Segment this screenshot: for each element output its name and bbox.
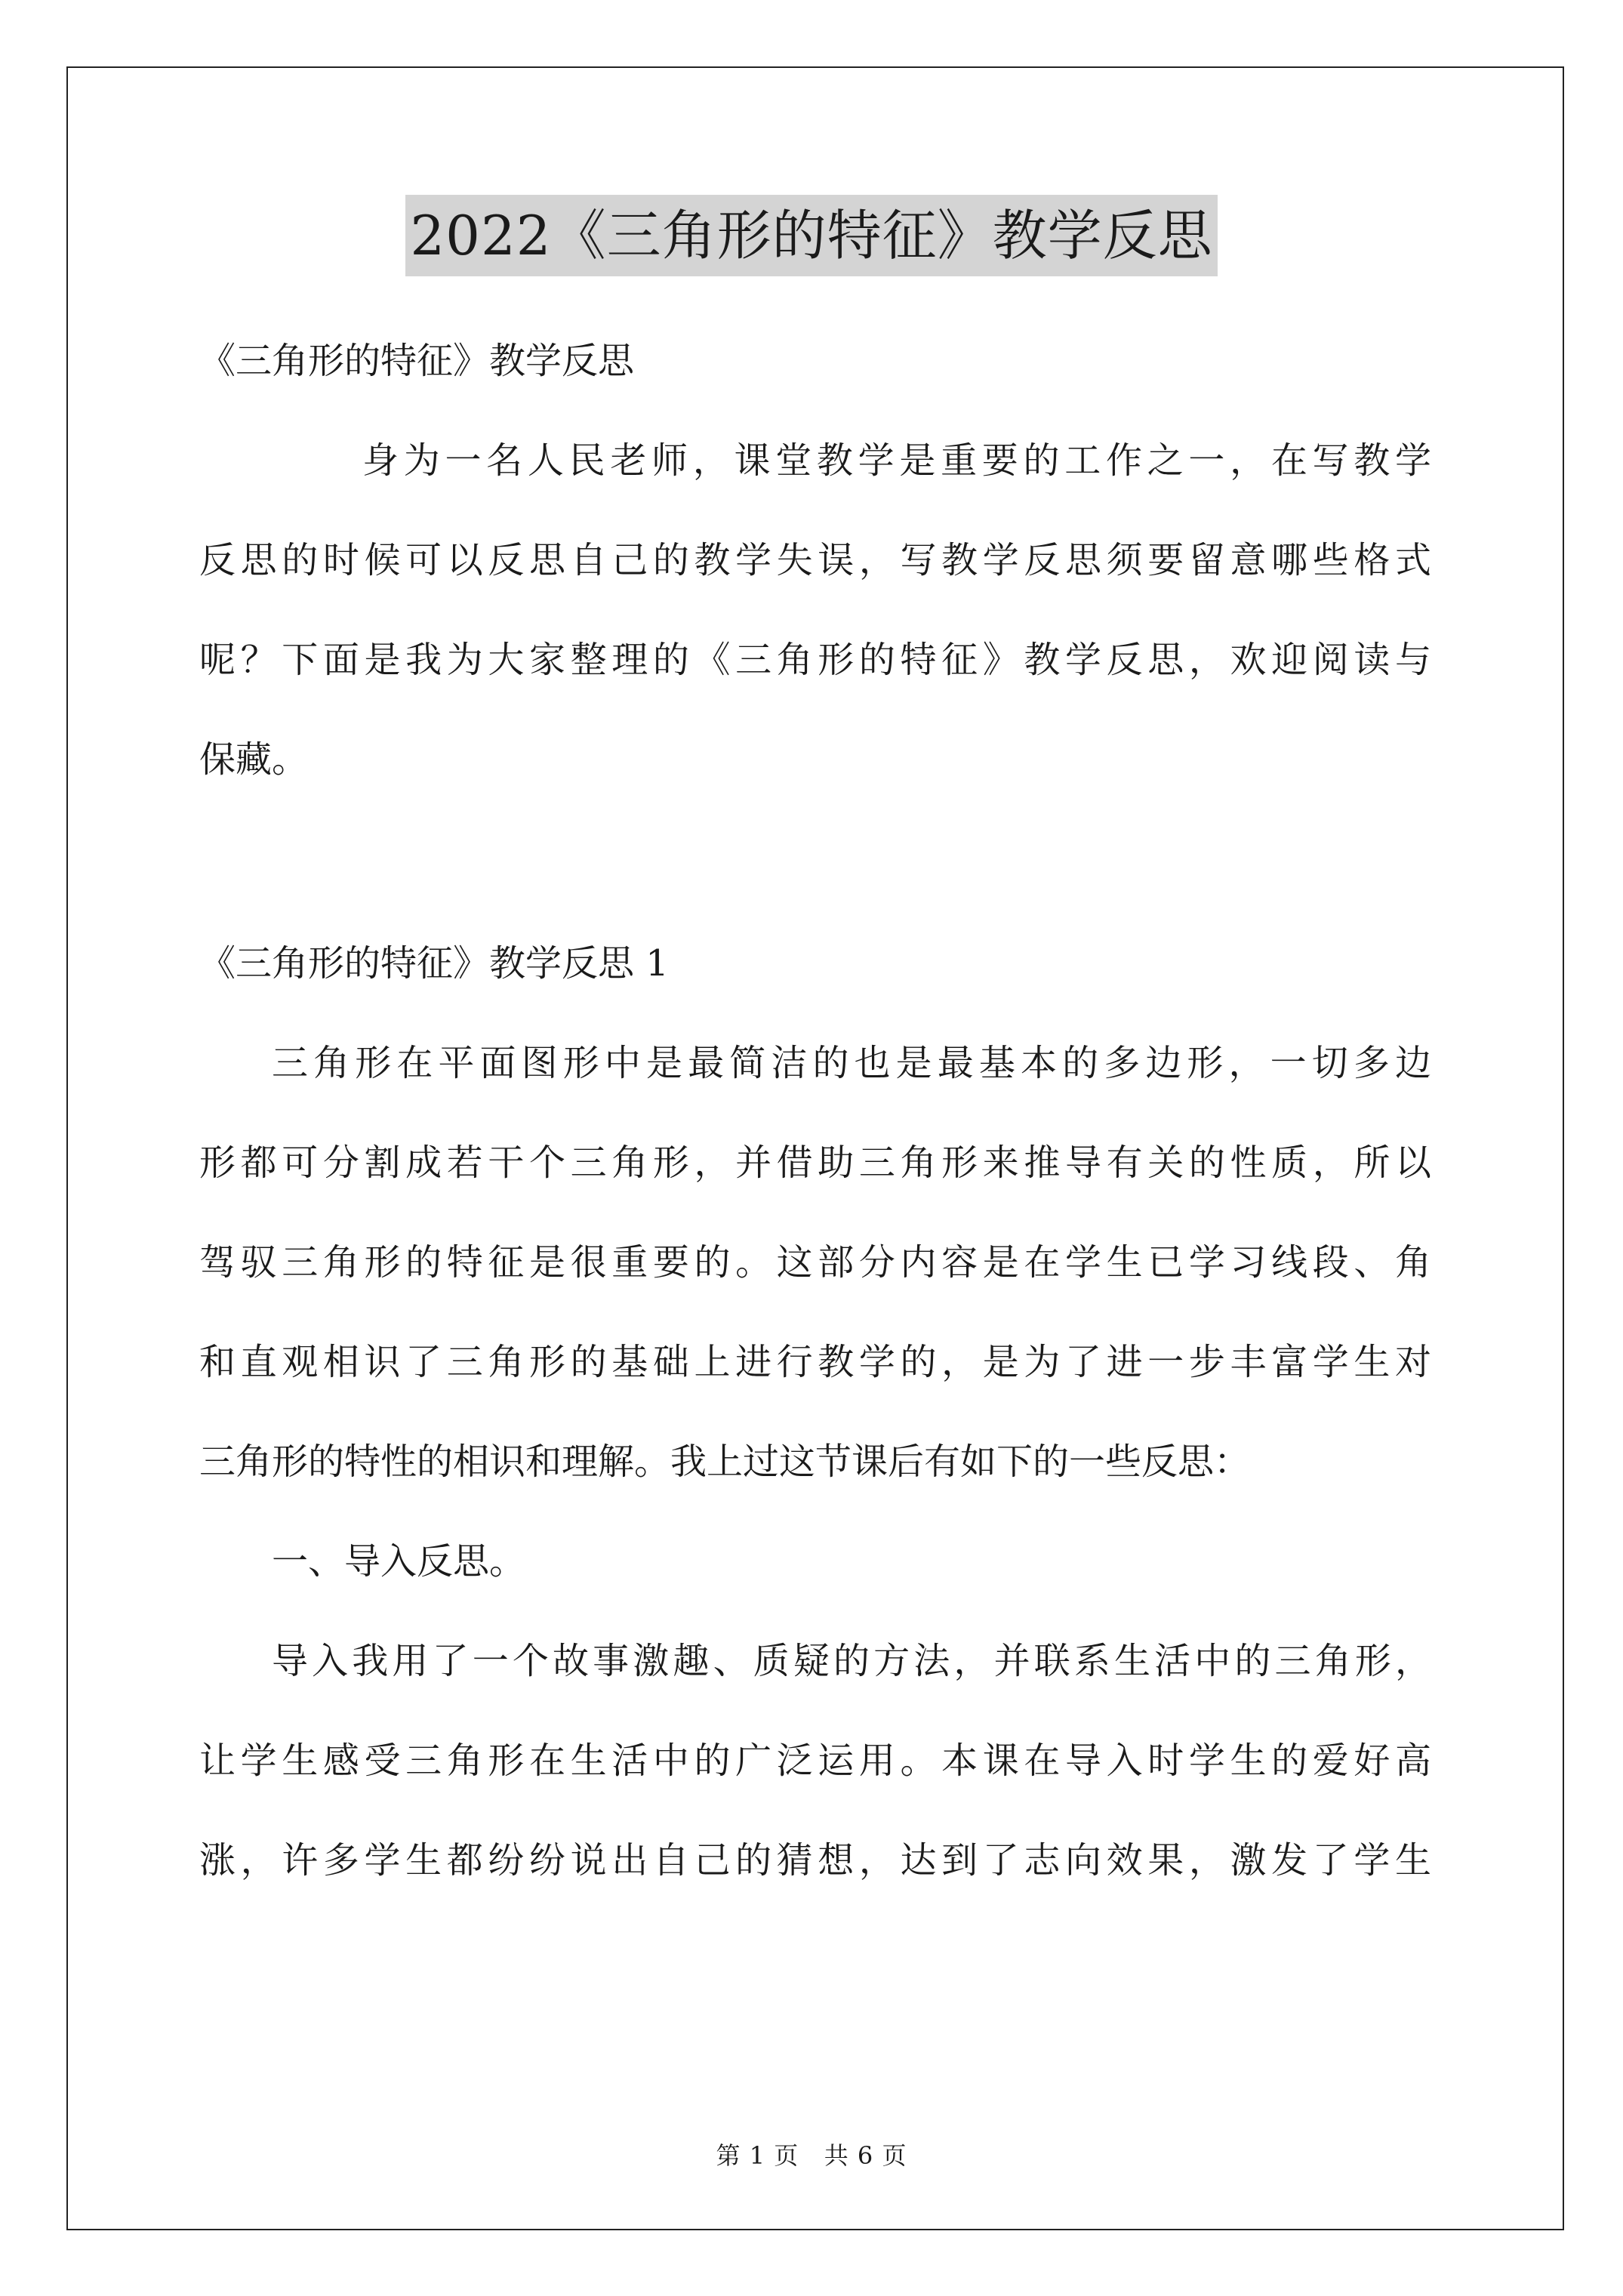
subsection-heading: 一、导入反思。 xyxy=(272,1540,526,1583)
paragraph-line: 和直观相识了三角形的基础上进行教学的，是为了进一步丰富学生对 xyxy=(199,1341,1431,1383)
paragraph-line: 形都可分割成若干个三角形，并借助三角形来推导有关的性质，所以 xyxy=(199,1142,1431,1184)
paragraph-line: 保藏。 xyxy=(199,738,309,781)
title-container xyxy=(0,195,1623,276)
section-heading: 《三角形的特征》教学反思 xyxy=(199,340,635,382)
paragraph-line: 导入我用了一个故事激趣、质疑的方法，并联系生活中的三角形， xyxy=(272,1640,1431,1682)
paragraph-line: 反思的时候可以反思自己的教学失误，写教学反思须要留意哪些格式 xyxy=(199,539,1431,581)
paragraph-gap xyxy=(199,809,1431,914)
document-title: 2022《三角形的特征》教学反思 xyxy=(405,195,1217,276)
section-heading: 《三角形的特征》教学反思 1 xyxy=(199,942,669,985)
paragraph-line: 三角形的特性的相识和理解。我上过这节课后有如下的一些反思： xyxy=(199,1441,1251,1483)
paragraph-line: 身为一名人民老师，课堂教学是重要的工作之一，在写教学 xyxy=(362,439,1431,482)
document-body xyxy=(199,311,1431,1910)
page-number: 第 1 页 共 6 页 xyxy=(716,2141,907,2170)
paragraph-line: 呢？下面是我为大家整理的《三角形的特征》教学反思，欢迎阅读与 xyxy=(199,639,1431,681)
paragraph-line: 让学生感受三角形在生活中的广泛运用。本课在导入时学生的爱好高 xyxy=(199,1740,1431,1782)
page-footer xyxy=(0,2137,1623,2171)
paragraph-line: 驾驭三角形的特征是很重要的。这部分内容是在学生已学习线段、角 xyxy=(199,1241,1431,1284)
paragraph-line: 三角形在平面图形中是最简洁的也是最基本的多边形，一切多边 xyxy=(272,1042,1431,1084)
paragraph-line: 涨，许多学生都纷纷说出自己的猜想，达到了志向效果，激发了学生 xyxy=(199,1839,1431,1881)
